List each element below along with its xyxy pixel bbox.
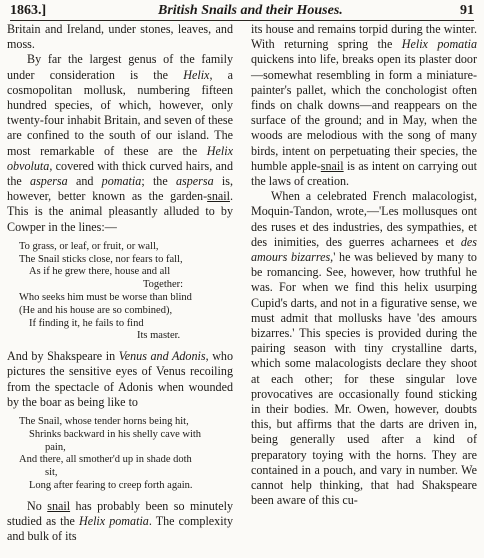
left-paragraph-4: No snail has probably been so minutely studied as the Helix pomatia. The complexity and bulk of its: [7, 498, 233, 544]
poem-line: And there, all smother'd up in shade doth: [19, 454, 192, 466]
left-paragraph-1: Britain and Ireland, under stones, leaves, and moss.: [7, 22, 233, 52]
poem-line: Together:: [143, 279, 184, 291]
shakspeare-poem: [19, 416, 233, 493]
poem-line: Long after fearing to creep forth again.: [29, 480, 193, 492]
left-paragraph-2: By far the largest genus of the family under consideration is the Helix, a cosmopolitan mollusk, numbering fifteen hundred species, of which, however, only twenty-four inhabit Britain, and seven of these are confined to the south of our island. The most remarkable of these are the Helix obvoluta, covered with thick curved hairs, and the aspersa and pomatia; the aspersa is, however, better known as the garden-snail. This is the animal pleasantly alluded to by Cowper in the lines:—: [7, 52, 234, 234]
poem-line: The Snail sticks close, nor fears to fall,: [19, 253, 183, 265]
left-paragraph-3: And by Shakspeare in Venus and Adonis, who pictures the sensitive eyes of Venus recoiling from the spectacle of Adonis when wounded by the boar as being like to: [7, 349, 234, 409]
poem-line: If finding it, he fails to find: [29, 317, 144, 329]
poem-line: Shrinks backward in his shelly cave with: [29, 428, 202, 440]
right-paragraph-2: When a celebrated French malacologist, Moquin-Tandon, wrote,—'Les mollusques ont des ruses et des industries, des sympathies, et des inimities, des guerres acharnees et des amours bizarres,' he was believed by many to be romancing. See, however, how truthful he was. For when we find this helix usurping Cupid's darts, and not in a figurative sense, we must admit that mollusks have 'des amours bizarres.' This species is provided during the pairing season with tiny crystalline darts, which some malacologists declare they shoot at each other; for these singular love provocatives are occasionally found sticking in their bodies. Mr. Owen, however, doubts this, but affirms that the darts are driven in, being generally used after a kind of preparatory toying with the horns. They are contained in a pouch, and vary in number. We cannot help thinking, that had Shakspeare been aware of this cu-: [251, 189, 477, 508]
poem-line: As if he grew there, house and all: [29, 266, 171, 278]
header-title: British Snails and their Houses.: [158, 3, 343, 18]
right-column: [251, 22, 477, 509]
left-column: [7, 22, 233, 544]
poem-line: To grass, or leaf, or fruit, or wall,: [19, 240, 159, 252]
poem-line: Who seeks him must be worse than blind: [19, 292, 192, 304]
poem-line: pain,: [45, 441, 66, 453]
poem-line: The Snail, whose tender horns being hit,: [19, 416, 189, 428]
cowper-poem: [19, 241, 233, 343]
poem-line: Its master.: [137, 330, 181, 342]
poem-line: sit,: [45, 467, 58, 479]
running-header: [10, 2, 474, 21]
header-year: 1863.]: [10, 3, 47, 18]
right-paragraph-1: its house and remains torpid during the winter. With returning spring the Helix pomatia quickens into life, breaks open its plaster door—somewhat resembling in form a miniature-painter's pallet, which the conchologist often finds on chalk downs—and reappears on the surface of the ground; and in May, when the woods are melodious with the song of many birds, intent on perpetuating their species, the humble apple-snail is as intent on carrying out the laws of creation.: [251, 22, 477, 189]
page-number: 91: [460, 3, 474, 18]
poem-line: (He and his house are so combined),: [19, 304, 173, 316]
